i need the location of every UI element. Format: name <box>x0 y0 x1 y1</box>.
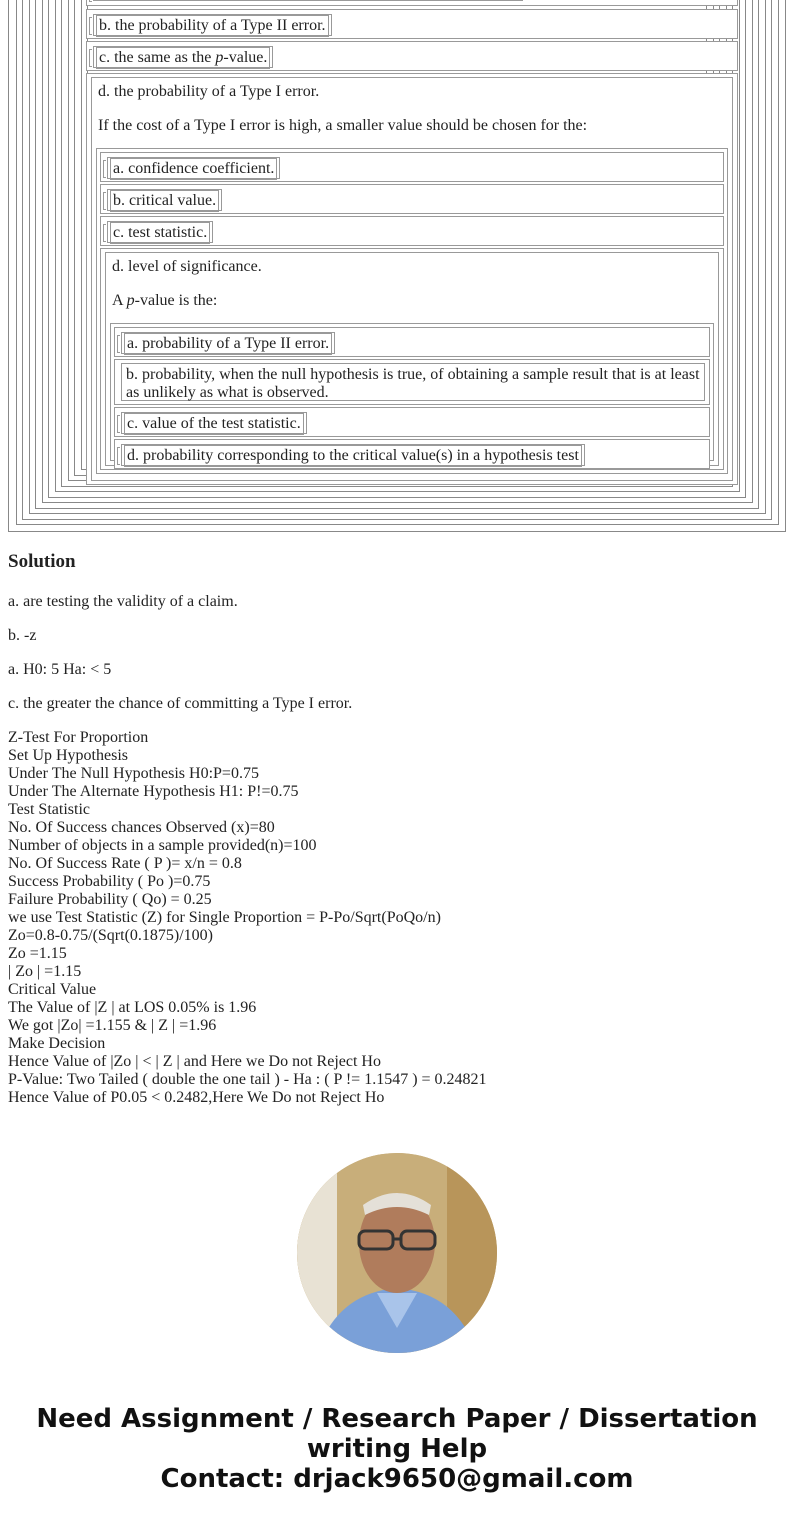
work-line: P-Value: Two Tailed ( double the one tail ) - Ha : ( P != 1.1547 ) = 0.24821 <box>8 1071 487 1088</box>
work-line: we use Test Statistic (Z) for Single Proportion = P-Po/Sqrt(PoQo/n) <box>8 909 441 926</box>
work-line: Hence Value of P0.05 < 0.2482,Here We Do not Reject Ho <box>8 1089 385 1106</box>
answer-line: a. are testing the validity of a claim. <box>8 593 238 610</box>
work-line: Hence Value of |Zo | < | Z | and Here we Do not Reject Ho <box>8 1053 381 1070</box>
work-line: Number of objects in a sample provided(n)=100 <box>8 837 317 854</box>
work-line: Test Statistic <box>8 801 90 818</box>
q1-option-c: c. the same as the p-value. <box>93 46 273 68</box>
solution-heading: Solution <box>8 551 76 572</box>
work-line: | Zo | =1.15 <box>8 963 82 980</box>
q1-option-d-inner <box>91 77 733 481</box>
q2-option-c: c. test statistic. <box>107 221 213 243</box>
work-line: Failure Probability ( Qo) = 0.25 <box>8 891 212 908</box>
q1-option-b: b. the probability of a Type II error. <box>93 14 332 36</box>
q2-option-d-inner <box>105 252 719 466</box>
q2-option-d: d. level of significance. <box>112 258 262 275</box>
work-line: Under The Null Hypothesis H0:P=0.75 <box>8 765 259 782</box>
work-line: Z-Test For Proportion <box>8 729 149 746</box>
q1-option-d: d. the probability of a Type I error. <box>98 83 320 100</box>
ad-headline: Need Assignment / Research Paper / Dissertation <box>36 1404 758 1434</box>
author-photo <box>297 1153 497 1353</box>
work-line: The Value of |Z | at LOS 0.05% is 1.96 <box>8 999 257 1016</box>
work-line: Under The Alternate Hypothesis H1: P!=0.75 <box>8 783 299 800</box>
option-box <box>93 0 523 1</box>
q3-prompt: A p-value is the: <box>112 292 218 309</box>
work-line: Set Up Hypothesis <box>8 747 128 764</box>
work-line: We got |Zo| =1.155 & | Z | =1.96 <box>8 1017 217 1034</box>
option-row-top-a <box>86 0 738 6</box>
q2-option-row-d <box>100 248 724 470</box>
q3-option-b: b. probability, when the null hypothesis is true, of obtaining a sample result that is at least as unlikely as what is observed. <box>121 363 705 401</box>
work-line: Success Probability ( Po )=0.75 <box>8 873 211 890</box>
work-line: No. Of Success chances Observed (x)=80 <box>8 819 275 836</box>
work-line: Make Decision <box>8 1035 106 1052</box>
q2-option-a: a. confidence coefficient. <box>107 157 280 179</box>
q3-options-table <box>110 323 714 464</box>
ad-contact: Contact: drjack9650@gmail.com <box>160 1464 634 1494</box>
q3-option-c: c. value of the test statistic. <box>121 412 307 434</box>
work-line: Zo =1.15 <box>8 945 67 962</box>
q2-option-b: b. critical value. <box>107 189 222 211</box>
q3-option-row-a <box>114 327 710 357</box>
work-line: No. Of Success Rate ( P )= x/n = 0.8 <box>8 855 242 872</box>
work-line: Zo=0.8-0.75/(Sqrt(0.1875)/100) <box>8 927 213 944</box>
q3-option-a: a. probability of a Type II error. <box>121 332 335 354</box>
work-line: Critical Value <box>8 981 97 998</box>
answer-line: c. the greater the chance of committing a Type I error. <box>8 695 353 712</box>
q3-option-row-b <box>114 359 710 405</box>
q2-options-table <box>96 148 728 474</box>
answer-line: a. H0: 5 Ha: < 5 <box>8 661 112 678</box>
q3-option-row-d <box>114 439 710 469</box>
answer-line: b. -z <box>8 627 37 644</box>
ad-headline-2: writing Help <box>306 1434 488 1464</box>
q3-option-d: d. probability corresponding to the critical value(s) in a hypothesis test <box>121 444 585 466</box>
q2-prompt: If the cost of a Type I error is high, a smaller value should be chosen for the: <box>98 117 588 134</box>
q3-option-row-c <box>114 407 710 437</box>
q2-option-row-c <box>100 216 724 246</box>
q2-option-row-a <box>100 152 724 182</box>
q1-option-row-b <box>86 9 738 39</box>
q1-option-row-d <box>86 73 738 485</box>
q2-option-row-b <box>100 184 724 214</box>
q1-option-row-c <box>86 41 738 71</box>
